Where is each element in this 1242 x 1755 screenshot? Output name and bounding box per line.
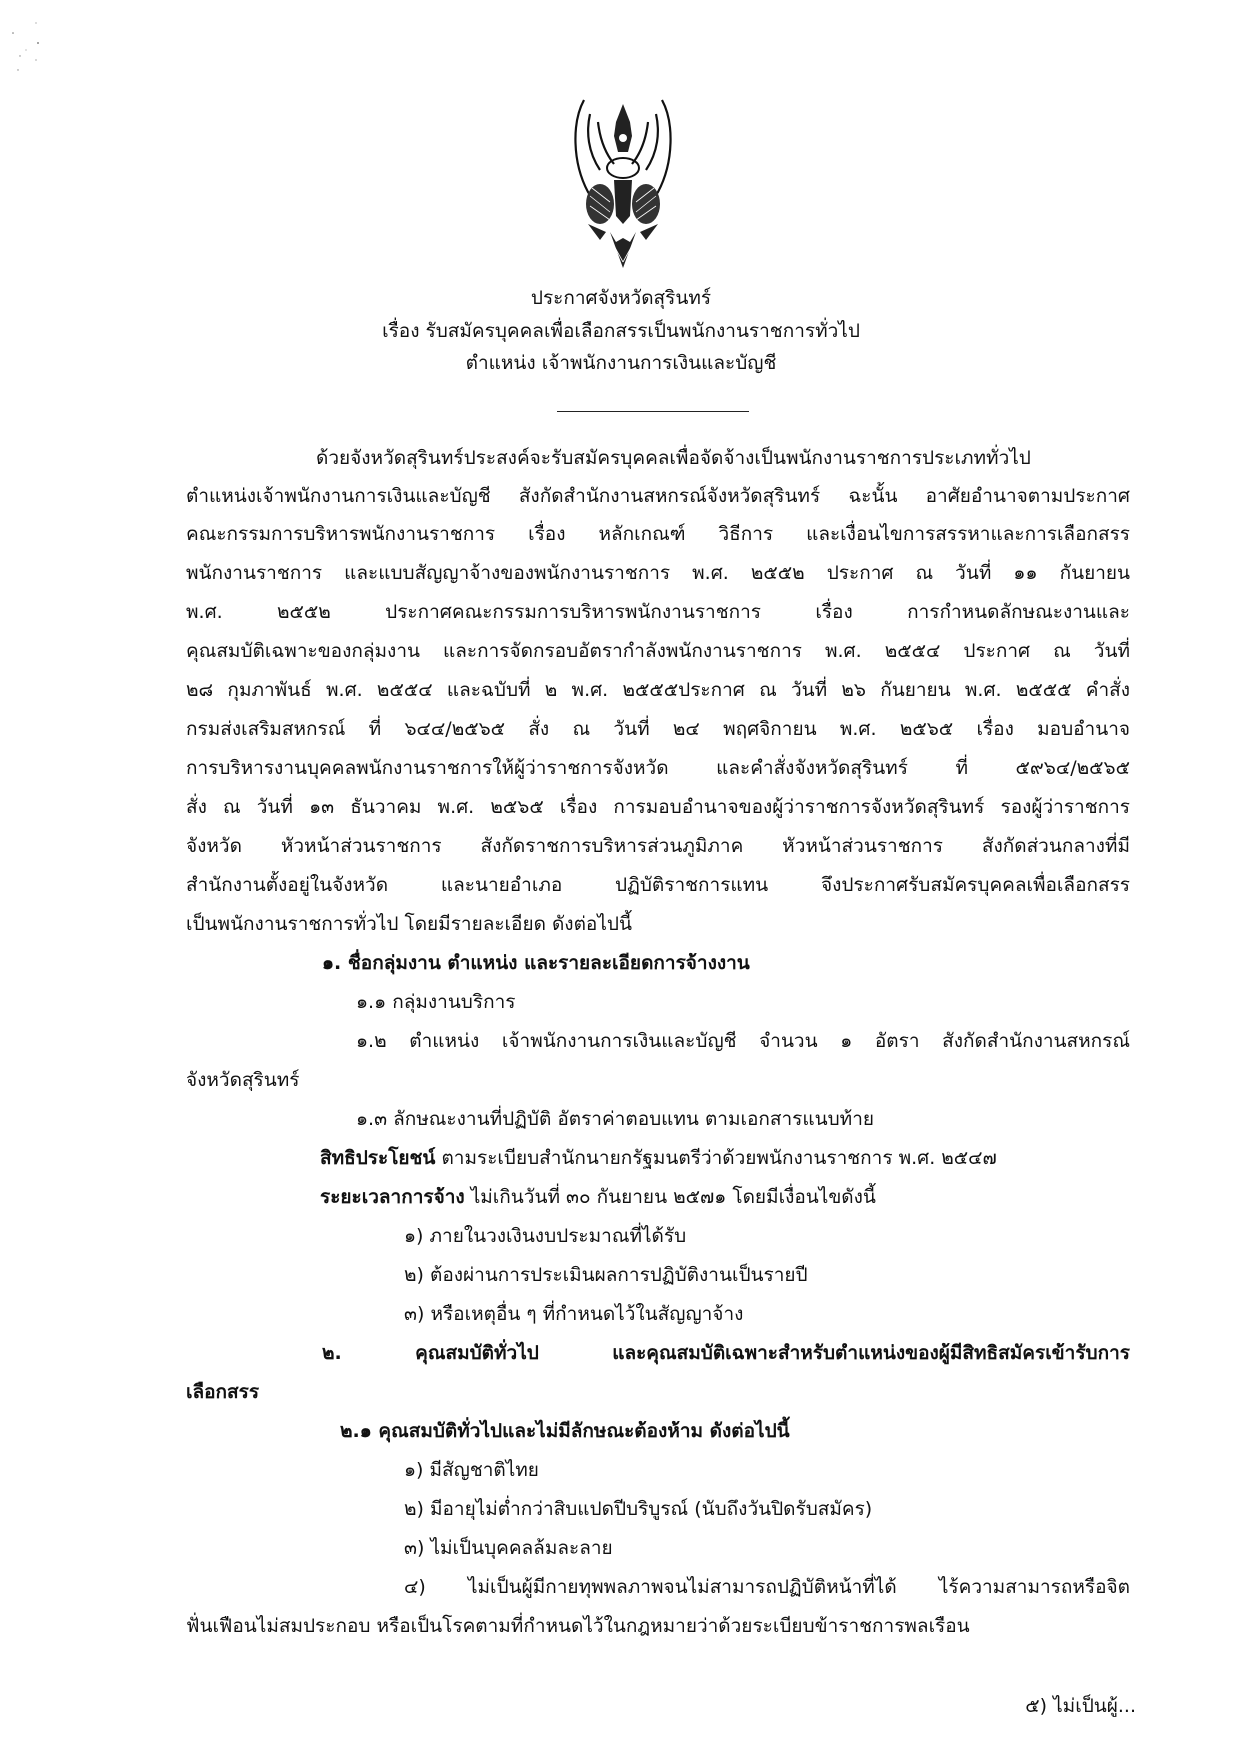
paragraph-line: คุณสมบัติเฉพาะของกลุ่มงาน และการจัดกรอบอัตรากำลังพนักงานราชการ พ.ศ. ๒๕๕๔ ประกาศ ณ วันที่ xyxy=(186,640,1130,662)
announcement-subject: เรื่อง รับสมัครบุคคลเพื่อเลือกสรรเป็นพนักงานราชการทั่วไป xyxy=(382,320,860,342)
paragraph-line: การบริหารงานบุคคลพนักงานราชการให้ผู้ว่าราชการจังหวัด และคำสั่งจังหวัดสุรินทร์ ที่ ๕๙๖๔/๒๕๖๕ xyxy=(186,757,1130,779)
condition-item: ๓) หรือเหตุอื่น ๆ ที่กำหนดไว้ในสัญญาจ้าง xyxy=(404,1303,744,1325)
period-line xyxy=(320,1184,876,1210)
paragraph-line: ตำแหน่งเจ้าพนักงานการเงินและบัญชี สังกัดสำนักงานสหกรณ์จังหวัดสุรินทร์ ฉะนั้น อาศัยอำนาจตามประกาศ xyxy=(186,485,1130,507)
qualification-item-cont: ฟั่นเฟือนไม่สมประกอบ หรือเป็นโรคตามที่กำหนดไว้ในกฎหมายว่าด้วยระเบียบข้าราชการพลเรือน xyxy=(186,1615,970,1637)
paragraph-line: กรมส่งเสริมสหกรณ์ ที่ ๖๔๔/๒๕๖๕ สั่ง ณ วันที่ ๒๔ พฤศจิกายน พ.ศ. ๒๕๖๕ เรื่อง มอบอำนาจ xyxy=(186,718,1130,740)
qualification-item: ๓) ไม่เป็นบุคคลล้มละลาย xyxy=(404,1537,613,1559)
paragraph-line: ด้วยจังหวัดสุรินทร์ประสงค์จะรับสมัครบุคคลเพื่อจัดจ้างเป็นพนักงานราชการประเภททั่วไป xyxy=(316,447,1031,469)
condition-item: ๒) ต้องผ่านการประเมินผลการปฏิบัติงานเป็นรายปี xyxy=(404,1264,808,1286)
condition-item: ๑) ภายในวงเงินงบประมาณที่ได้รับ xyxy=(404,1225,687,1247)
qualification-item: ๑) มีสัญชาติไทย xyxy=(404,1459,539,1481)
period-text: ไม่เกินวันที่ ๓๐ กันยายน ๒๕๗๑ โดยมีเงื่อนไขดังนี้ xyxy=(464,1186,876,1208)
item-1-3: ๑.๓ ลักษณะงานที่ปฏิบัติ อัตราค่าตอบแทน ตามเอกสารแนบท้าย xyxy=(356,1108,874,1130)
item-1-1: ๑.๑ กลุ่มงานบริการ xyxy=(356,991,516,1013)
benefits-line xyxy=(320,1145,997,1171)
item-1-2: ๑.๒ ตำแหน่ง เจ้าพนักงานการเงินและบัญชี จำนวน ๑ อัตรา สังกัดสำนักงานสหกรณ์ xyxy=(356,1030,1130,1052)
benefits-text: ตามระเบียบสำนักนายกรัฐมนตรีว่าด้วยพนักงานราชการ พ.ศ. ๒๕๔๗ xyxy=(435,1147,997,1169)
paragraph-line: เป็นพนักงานราชการทั่วไป โดยมีรายละเอียด ดังต่อไปนี้ xyxy=(186,913,632,935)
period-label: ระยะเวลาการจ้าง xyxy=(320,1186,465,1208)
qualification-item: ๔) ไม่เป็นผู้มีกายทุพพลภาพจนไม่สามารถปฏิบัติหน้าที่ได้ ไร้ความสามารถหรือจิต xyxy=(404,1576,1130,1598)
qualification-item: ๒) มีอายุไม่ต่ำกว่าสิบแปดปีบริบูรณ์ (นับถึงวันปิดรับสมัคร) xyxy=(404,1498,873,1520)
scan-specks xyxy=(8,18,48,78)
garuda-emblem-icon xyxy=(570,92,676,270)
section2-heading-cont: เลือกสรร xyxy=(186,1381,260,1403)
paragraph-line: สำนักงานตั้งอยู่ในจังหวัด และนายอำเภอ ปฏิบัติราชการแทน จึงประกาศรับสมัครบุคคลเพื่อเลือกสรร xyxy=(186,874,1130,896)
paragraph-line: พนักงานราชการ และแบบสัญญาจ้างของพนักงานราชการ พ.ศ. ๒๕๕๒ ประกาศ ณ วันที่ ๑๑ กันยายน xyxy=(186,562,1130,584)
title-divider xyxy=(557,411,749,412)
paragraph-line: พ.ศ. ๒๕๕๒ ประกาศคณะกรรมการบริหารพนักงานราชการ เรื่อง การกำหนดลักษณะงานและ xyxy=(186,601,1130,623)
announcement-position: ตำแหน่ง เจ้าพนักงานการเงินและบัญชี xyxy=(465,352,777,374)
section1-heading: ๑. ชื่อกลุ่มงาน ตำแหน่ง และรายละเอียดการจ้างงาน xyxy=(322,952,750,974)
paragraph-line: จังหวัด หัวหน้าส่วนราชการ สังกัดราชการบริหารส่วนภูมิภาค หัวหน้าส่วนราชการ สังกัดส่วนกลางที่มี xyxy=(186,835,1130,857)
benefits-label: สิทธิประโยชน์ xyxy=(320,1147,436,1169)
announcement-title: ประกาศจังหวัดสุรินทร์ xyxy=(530,287,712,309)
section2-heading: ๒. คุณสมบัติทั่วไป และคุณสมบัติเฉพาะสำหรับตำแหน่งของผู้มีสิทธิสมัครเข้ารับการ xyxy=(322,1342,1130,1364)
section2-1-heading: ๒.๑ คุณสมบัติทั่วไปและไม่มีลักษณะต้องห้าม ดังต่อไปนี้ xyxy=(340,1420,790,1442)
paragraph-line: ๒๘ กุมภาพันธ์ พ.ศ. ๒๕๕๔ และฉบับที่ ๒ พ.ศ. ๒๕๕๕ประกาศ ณ วันที่ ๒๖ กันยายน พ.ศ. ๒๕๕๕ คำสั่ง xyxy=(186,679,1130,701)
paragraph-line: สั่ง ณ วันที่ ๑๓ ธันวาคม พ.ศ. ๒๕๖๕ เรื่อง การมอบอำนาจของผู้ว่าราชการจังหวัดสุรินทร์ รองผู้ว่าราชการ xyxy=(186,796,1130,818)
item-1-2-cont: จังหวัดสุรินทร์ xyxy=(186,1069,300,1091)
page-continuation: ๕) ไม่เป็นผู้... xyxy=(1025,1695,1136,1717)
paragraph-line: คณะกรรมการบริหารพนักงานราชการ เรื่อง หลักเกณฑ์ วิธีการ และเงื่อนไขการสรรหาและการเลือกสรร xyxy=(186,523,1130,545)
